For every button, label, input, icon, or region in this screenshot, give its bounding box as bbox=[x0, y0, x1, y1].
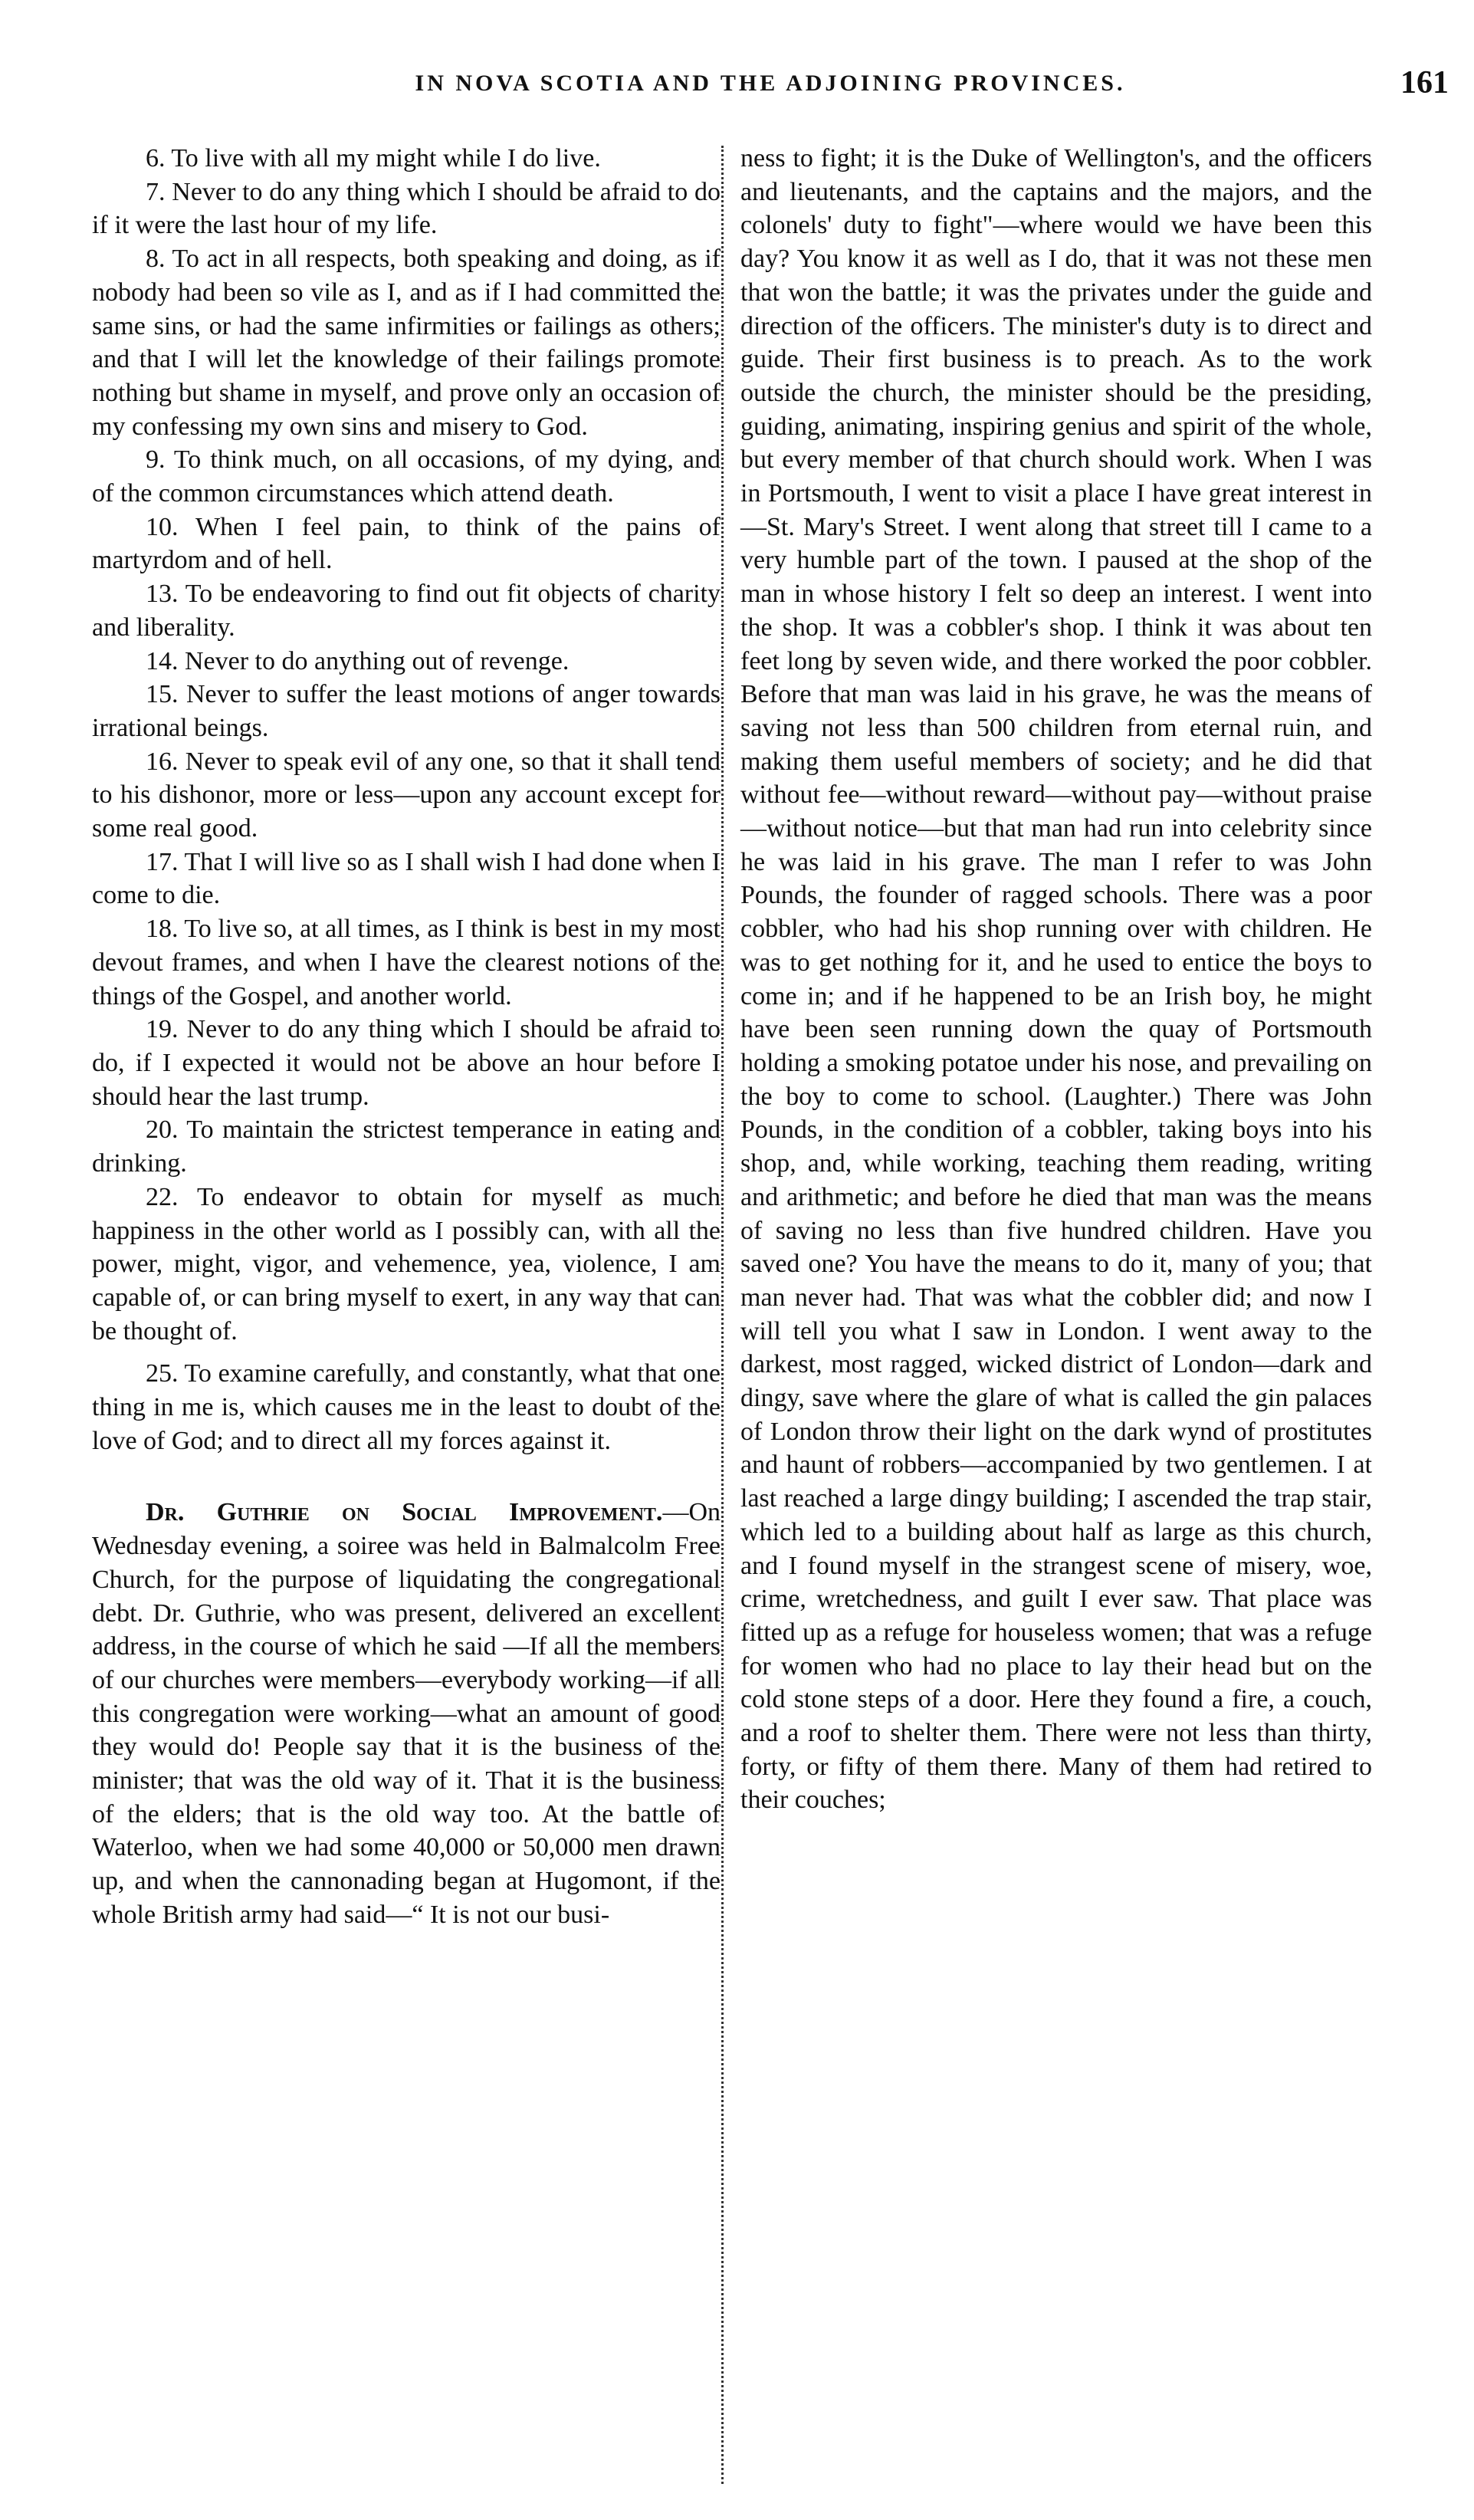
resolution-17: 17. That I will live so as I shall wish I had done when I come to die. bbox=[92, 847, 721, 910]
article-heading: Dr. Guthrie on Social Improvement. bbox=[146, 1498, 663, 1527]
left-column bbox=[92, 142, 721, 1932]
resolution-18: 18. To live so, at all times, as I think is best in my most devout frames, and when I have the clearest notions of the things of the Gospel, and another world. bbox=[92, 915, 721, 1010]
resolution-19: 19. Never to do any thing which I should be afraid to do, if I expected it would not be above an hour before I should hear the last trump. bbox=[92, 1015, 721, 1111]
page-number: 161 bbox=[1400, 65, 1449, 100]
article-start: —On Wednesday evening, a soiree was held in Balmalcolm Free Church, for the purpose of liquidating the congregational debt. Dr. Guthrie, who was present, delivered an excellent address, in the course of which he said —If all the members of our churches were members—everybody working—if all this congregation were working—what an amount of good they would do! People say that it is the business of the minister; that was the old way of it. That it is the business of the elders; that is the old way too. At the battle of Waterloo, when we had some 40,000 or 50,000 men drawn up, and when the cannonading began at Hugomont, if the whole British army had said—“ It is not our busi- bbox=[92, 1498, 721, 1929]
right-column bbox=[740, 142, 1372, 1817]
resolution-22: 22. To endeavor to obtain for myself as much happiness in the other world as I possibly can, with all the power, might, vigor, and vehemence, yea, violence, I am capable of, or can bring myself to exert, in any way that can be thought of. bbox=[92, 1182, 721, 1345]
resolution-13: 13. To be endeavoring to find out fit objects of charity and liberality. bbox=[92, 580, 721, 642]
article-continuation: ness to fight; it is the Duke of Wellington's, and the officers and lieutenants, and the captains and the majors, and the colonels' duty to fight"—where would we have been this day? You know it as well as I do, that it was not these men that won the battle; it was the privates under the guide and direction of the officers. The minister's duty is to direct and guide. Their first business is to preach. As to the work outside the church, the minister should be the presiding, guiding, animating, inspiring genius and spirit of the whole, but every member of that church should work. When I was in Portsmouth, I went to visit a place I have great interest in—St. Mary's Street. I went along that street till I came to a very humble part of the town. I paused at the shop of the man in whose history I felt so deep an interest. I went into the shop. It was a cobbler's shop. I think it was about ten feet long by seven wide, and there worked the poor cobbler. Before that man was laid in his grave, he was the means of saving not less than 500 children from eternal ruin, and making them useful members of society; and he did that without fee—without reward—without pay—without praise—without notice—but that man had run into celebrity since he was laid in his grave. The man I refer to was John Pounds, the founder of ragged schools. There was a poor cobbler, who had his shop running over with children. He was to get nothing for it, and he used to entice the boys to come in; and if he happened to be an Irish boy, he might have been seen running down the quay of Portsmouth holding a smoking potatoe under his nose, and prevailing on the boy to come to school. (Laughter.) There was John Pounds, in the condition of a cobbler, taking boys into his shop, and, while working, teaching them reading, writing and arithmetic; and before he died that man was the means of saving no less than five hundred children. Have you saved one? You have the means to do it, many of you; that man never had. That was what the cobbler did; and now I will tell you what I saw in London. I went away to the darkest, most ragged, wicked district of London—dark and dingy, save where the glare of what is called the gin palaces of London throw their light on the dark wynd of prostitutes and haunt of robbers—accompanied by two gentlemen. I at last reached a large dingy building; I ascended the trap stair, which led to a building about half as large as this church, and I found myself in the strangest scene of misery, woe, crime, wretchedness, and guilt I ever saw. That place was fitted up as a refuge for houseless women; that was a refuge for women who had no place to lay their head but on the cold stone steps of a door. Here they found a fire, a couch, and a roof to shelter them. There were not less than thirty, forty, or fifty of them there. Many of them had retired to their couches; bbox=[740, 144, 1372, 1815]
resolution-9: 9. To think much, on all occasions, of my dying, and of the common circumstances which attend death. bbox=[92, 445, 721, 508]
resolution-7: 7. Never to do any thing which I should be afraid to do if it were the last hour of my life. bbox=[92, 177, 721, 240]
resolution-10: 10. When I feel pain, to think of the pains of martyrdom and of hell. bbox=[92, 512, 721, 575]
article-body bbox=[92, 1496, 721, 1931]
resolution-6: 6. To live with all my might while I do live. bbox=[146, 144, 601, 172]
column-divider bbox=[721, 146, 724, 2484]
resolution-25: 25. To examine carefully, and constantly, what that one thing in me is, which causes me in the least to doubt of the love of God; and to direct all my forces against it. bbox=[92, 1359, 721, 1455]
resolution-16: 16. Never to speak evil of any one, so that it shall tend to his dishonor, more or less—upon any account except for some real good. bbox=[92, 747, 721, 843]
resolution-14: 14. Never to do anything out of revenge. bbox=[146, 646, 570, 675]
resolution-15: 15. Never to suffer the least motions of anger towards irrational beings. bbox=[92, 680, 721, 742]
running-head: IN NOVA SCOTIA AND THE ADJOINING PROVINCES. bbox=[415, 71, 1126, 96]
page-header bbox=[92, 65, 1449, 117]
resolution-8: 8. To act in all respects, both speaking and doing, as if nobody had been so vile as I, and as if I had committed the same sins, or had the same infirmities or failings as others; and that I will let the knowledge of their failings promote nothing but shame in myself, and prove only an occasion of my confessing my own sins and misery to God. bbox=[92, 245, 721, 441]
resolution-20: 20. To maintain the strictest temperance in eating and drinking. bbox=[92, 1115, 721, 1178]
